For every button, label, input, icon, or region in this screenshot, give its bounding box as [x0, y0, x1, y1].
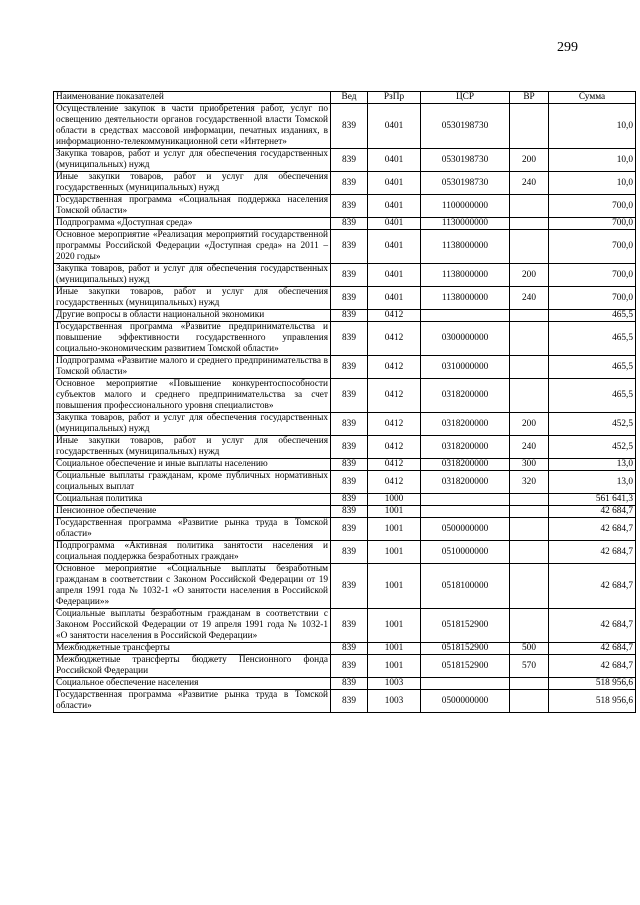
cell-sum: 10,0 [549, 104, 636, 149]
cell-name: Закупка товаров, работ и услуг для обеспечения государственных (муниципальных) нужд [54, 413, 331, 436]
cell-name: Иные закупки товаров, работ и услуг для обеспечения государственных (муниципальных) нужд [54, 436, 331, 459]
cell-ved: 839 [331, 149, 368, 172]
cell-sum: 42 684,7 [549, 518, 636, 541]
cell-sum: 700,0 [549, 287, 636, 310]
table-row [54, 413, 636, 436]
cell-name: Межбюджетные трансферты [54, 643, 331, 655]
cell-ved: 839 [331, 678, 368, 690]
cell-name: Иные закупки товаров, работ и услуг для обеспечения государственных (муниципальных) нужд [54, 172, 331, 195]
cell-sum: 452,5 [549, 436, 636, 459]
cell-rzpr: 1003 [368, 678, 421, 690]
cell-sum: 42 684,7 [549, 609, 636, 643]
cell-vr [510, 104, 549, 149]
cell-sum: 465,5 [549, 356, 636, 379]
cell-rzpr: 0412 [368, 459, 421, 471]
table-header-row [54, 92, 636, 104]
cell-csr: 0500000000 [421, 518, 510, 541]
cell-name: Социальное обеспечение населения [54, 678, 331, 690]
cell-rzpr: 0412 [368, 436, 421, 459]
cell-csr: 0318200000 [421, 379, 510, 413]
cell-name: Подпрограмма «Активная политика занятости населения и социальная поддержка безработных граждан» [54, 541, 331, 564]
cell-vr [510, 379, 549, 413]
table-row [54, 494, 636, 506]
cell-name: Подпрограмма «Доступная среда» [54, 218, 331, 230]
cell-vr [510, 230, 549, 264]
cell-name: Государственная программа «Развитие рынка труда в Томской области» [54, 518, 331, 541]
header-csr: ЦСР [421, 92, 510, 104]
cell-csr: 0500000000 [421, 690, 510, 713]
table-row [54, 471, 636, 494]
table-row [54, 104, 636, 149]
cell-name: Социальное обеспечение и иные выплаты населению [54, 459, 331, 471]
cell-vr: 570 [510, 655, 549, 678]
cell-ved: 839 [331, 356, 368, 379]
cell-ved: 839 [331, 690, 368, 713]
cell-csr [421, 506, 510, 518]
cell-vr: 200 [510, 149, 549, 172]
cell-rzpr: 0401 [368, 230, 421, 264]
table-row [54, 678, 636, 690]
cell-name: Подпрограмма «Развитие малого и среднего предпринимательства в Томской области» [54, 356, 331, 379]
table-row [54, 459, 636, 471]
cell-rzpr: 1001 [368, 541, 421, 564]
cell-ved: 839 [331, 195, 368, 218]
cell-name: Закупка товаров, работ и услуг для обеспечения государственных (муниципальных) нужд [54, 264, 331, 287]
table-row [54, 195, 636, 218]
table-row [54, 322, 636, 356]
cell-sum: 700,0 [549, 230, 636, 264]
table-row [54, 564, 636, 609]
cell-name: Государственная программа «Развитие предпринимательства и повышение эффективности государственного управления социально-экономическим развитием Томской области» [54, 322, 331, 356]
cell-csr: 0310000000 [421, 356, 510, 379]
cell-rzpr: 1001 [368, 564, 421, 609]
cell-sum: 10,0 [549, 172, 636, 195]
cell-ved: 839 [331, 322, 368, 356]
cell-csr [421, 494, 510, 506]
cell-csr: 0530198730 [421, 149, 510, 172]
table-row [54, 436, 636, 459]
cell-rzpr: 1001 [368, 518, 421, 541]
cell-name: Социальные выплаты безработным гражданам в соответствии с Законом Российской Федерации от 19 апреля 1991 года № 1032-1 «О занятости населения в Российской Федерации» [54, 609, 331, 643]
cell-name: Государственная программа «Развитие рынка труда в Томской области» [54, 690, 331, 713]
cell-vr: 240 [510, 287, 549, 310]
cell-csr: 0518152900 [421, 643, 510, 655]
table-row [54, 287, 636, 310]
header-sum: Сумма [549, 92, 636, 104]
header-vr: ВР [510, 92, 549, 104]
cell-sum: 42 684,7 [549, 564, 636, 609]
table-row [54, 506, 636, 518]
cell-rzpr: 0401 [368, 195, 421, 218]
cell-csr: 1138000000 [421, 287, 510, 310]
cell-csr: 0518100000 [421, 564, 510, 609]
cell-vr: 500 [510, 643, 549, 655]
cell-csr: 0318200000 [421, 471, 510, 494]
cell-ved: 839 [331, 518, 368, 541]
table-row [54, 230, 636, 264]
cell-csr [421, 678, 510, 690]
cell-vr [510, 609, 549, 643]
cell-rzpr: 0412 [368, 413, 421, 436]
cell-csr: 1138000000 [421, 264, 510, 287]
cell-name: Закупка товаров, работ и услуг для обеспечения государственных (муниципальных) нужд [54, 149, 331, 172]
cell-csr: 0530198730 [421, 172, 510, 195]
cell-ved: 839 [331, 379, 368, 413]
cell-csr: 0510000000 [421, 541, 510, 564]
cell-rzpr: 0401 [368, 172, 421, 195]
cell-csr: 0318200000 [421, 436, 510, 459]
cell-sum: 700,0 [549, 218, 636, 230]
cell-sum: 518 956,6 [549, 678, 636, 690]
cell-rzpr: 1001 [368, 643, 421, 655]
cell-name: Социальная политика [54, 494, 331, 506]
table-row [54, 541, 636, 564]
cell-rzpr: 0412 [368, 471, 421, 494]
cell-rzpr: 0401 [368, 104, 421, 149]
cell-vr: 320 [510, 471, 549, 494]
cell-sum: 518 956,6 [549, 690, 636, 713]
cell-ved: 839 [331, 413, 368, 436]
cell-ved: 839 [331, 564, 368, 609]
cell-rzpr: 1001 [368, 609, 421, 643]
cell-csr: 0318200000 [421, 459, 510, 471]
cell-csr: 1130000000 [421, 218, 510, 230]
cell-rzpr: 1000 [368, 494, 421, 506]
cell-ved: 839 [331, 436, 368, 459]
cell-sum: 42 684,7 [549, 541, 636, 564]
page-number: 299 [557, 40, 578, 55]
header-name: Наименование показателей [54, 92, 331, 104]
cell-rzpr: 1003 [368, 690, 421, 713]
table-row [54, 149, 636, 172]
table-row [54, 310, 636, 322]
cell-name: Иные закупки товаров, работ и услуг для обеспечения государственных (муниципальных) нужд [54, 287, 331, 310]
cell-vr: 240 [510, 436, 549, 459]
cell-ved: 839 [331, 471, 368, 494]
cell-vr [510, 678, 549, 690]
cell-ved: 839 [331, 104, 368, 149]
cell-ved: 839 [331, 643, 368, 655]
table-row [54, 218, 636, 230]
cell-vr [510, 541, 549, 564]
cell-csr: 0518152900 [421, 609, 510, 643]
cell-name: Социальные выплаты гражданам, кроме публичных нормативных социальных выплат [54, 471, 331, 494]
cell-csr: 0300000000 [421, 322, 510, 356]
cell-ved: 839 [331, 172, 368, 195]
cell-sum: 561 641,3 [549, 494, 636, 506]
table-row [54, 172, 636, 195]
cell-ved: 839 [331, 541, 368, 564]
cell-name: Основное мероприятие «Социальные выплаты безработным гражданам в соответствии с Законом Российской Федерации от 19 апреля 1991 года № 1032-1 «О занятости населения в Российской Федерации»» [54, 564, 331, 609]
cell-name: Осуществление закупок в части приобретения работ, услуг по освещению деятельности органов государственной власти Томской области в средствах массовой информации, печатных изданиях, в информационно-телекоммуникационной сети «Интернет» [54, 104, 331, 149]
cell-csr: 0318200000 [421, 413, 510, 436]
cell-rzpr: 0401 [368, 149, 421, 172]
cell-rzpr: 0412 [368, 322, 421, 356]
cell-vr [510, 494, 549, 506]
cell-vr [510, 356, 549, 379]
table-row [54, 609, 636, 643]
cell-ved: 839 [331, 218, 368, 230]
cell-ved: 839 [331, 264, 368, 287]
table-body [54, 104, 636, 713]
cell-vr: 300 [510, 459, 549, 471]
cell-vr [510, 218, 549, 230]
cell-sum: 452,5 [549, 413, 636, 436]
cell-vr [510, 690, 549, 713]
cell-sum: 10,0 [549, 149, 636, 172]
cell-vr [510, 195, 549, 218]
table-row [54, 655, 636, 678]
cell-ved: 839 [331, 494, 368, 506]
cell-vr: 200 [510, 264, 549, 287]
cell-sum: 13,0 [549, 471, 636, 494]
cell-sum: 42 684,7 [549, 506, 636, 518]
cell-csr: 0530198730 [421, 104, 510, 149]
table-row [54, 356, 636, 379]
cell-sum: 42 684,7 [549, 643, 636, 655]
cell-vr: 200 [510, 413, 549, 436]
cell-name: Другие вопросы в области национальной экономики [54, 310, 331, 322]
table-row [54, 690, 636, 713]
cell-csr [421, 310, 510, 322]
cell-sum: 42 684,7 [549, 655, 636, 678]
cell-ved: 839 [331, 655, 368, 678]
cell-ved: 839 [331, 459, 368, 471]
cell-csr: 1138000000 [421, 230, 510, 264]
cell-csr: 1100000000 [421, 195, 510, 218]
cell-csr: 0518152900 [421, 655, 510, 678]
table-row [54, 379, 636, 413]
cell-rzpr: 0401 [368, 218, 421, 230]
cell-sum: 700,0 [549, 195, 636, 218]
cell-sum: 13,0 [549, 459, 636, 471]
cell-name: Основное мероприятие «Повышение конкурентоспособности субъектов малого и среднего предпринимательства за счет повышения профессионального уровня специалистов» [54, 379, 331, 413]
cell-rzpr: 0401 [368, 287, 421, 310]
table-row [54, 643, 636, 655]
cell-rzpr: 0412 [368, 356, 421, 379]
cell-rzpr: 0412 [368, 379, 421, 413]
cell-sum: 465,5 [549, 322, 636, 356]
cell-name: Пенсионное обеспечение [54, 506, 331, 518]
header-ved: Вед [331, 92, 368, 104]
cell-name: Основное мероприятие «Реализация мероприятий государственной программы Российской Федерации «Доступная среда» на 2011 – 2020 годы» [54, 230, 331, 264]
cell-ved: 839 [331, 310, 368, 322]
cell-rzpr: 0412 [368, 310, 421, 322]
cell-rzpr: 1001 [368, 655, 421, 678]
cell-name: Государственная программа «Социальная поддержка населения Томской области» [54, 195, 331, 218]
cell-ved: 839 [331, 230, 368, 264]
cell-ved: 839 [331, 609, 368, 643]
cell-vr [510, 518, 549, 541]
budget-table [53, 91, 636, 713]
cell-sum: 465,5 [549, 310, 636, 322]
cell-vr [510, 322, 549, 356]
cell-sum: 700,0 [549, 264, 636, 287]
cell-vr [510, 310, 549, 322]
header-rzpr: РзПр [368, 92, 421, 104]
table-row [54, 264, 636, 287]
cell-vr [510, 564, 549, 609]
table-row [54, 518, 636, 541]
cell-ved: 839 [331, 506, 368, 518]
cell-vr: 240 [510, 172, 549, 195]
cell-rzpr: 1001 [368, 506, 421, 518]
cell-vr [510, 506, 549, 518]
cell-rzpr: 0401 [368, 264, 421, 287]
cell-ved: 839 [331, 287, 368, 310]
cell-sum: 465,5 [549, 379, 636, 413]
cell-name: Межбюджетные трансферты бюджету Пенсионного фонда Российской Федерации [54, 655, 331, 678]
